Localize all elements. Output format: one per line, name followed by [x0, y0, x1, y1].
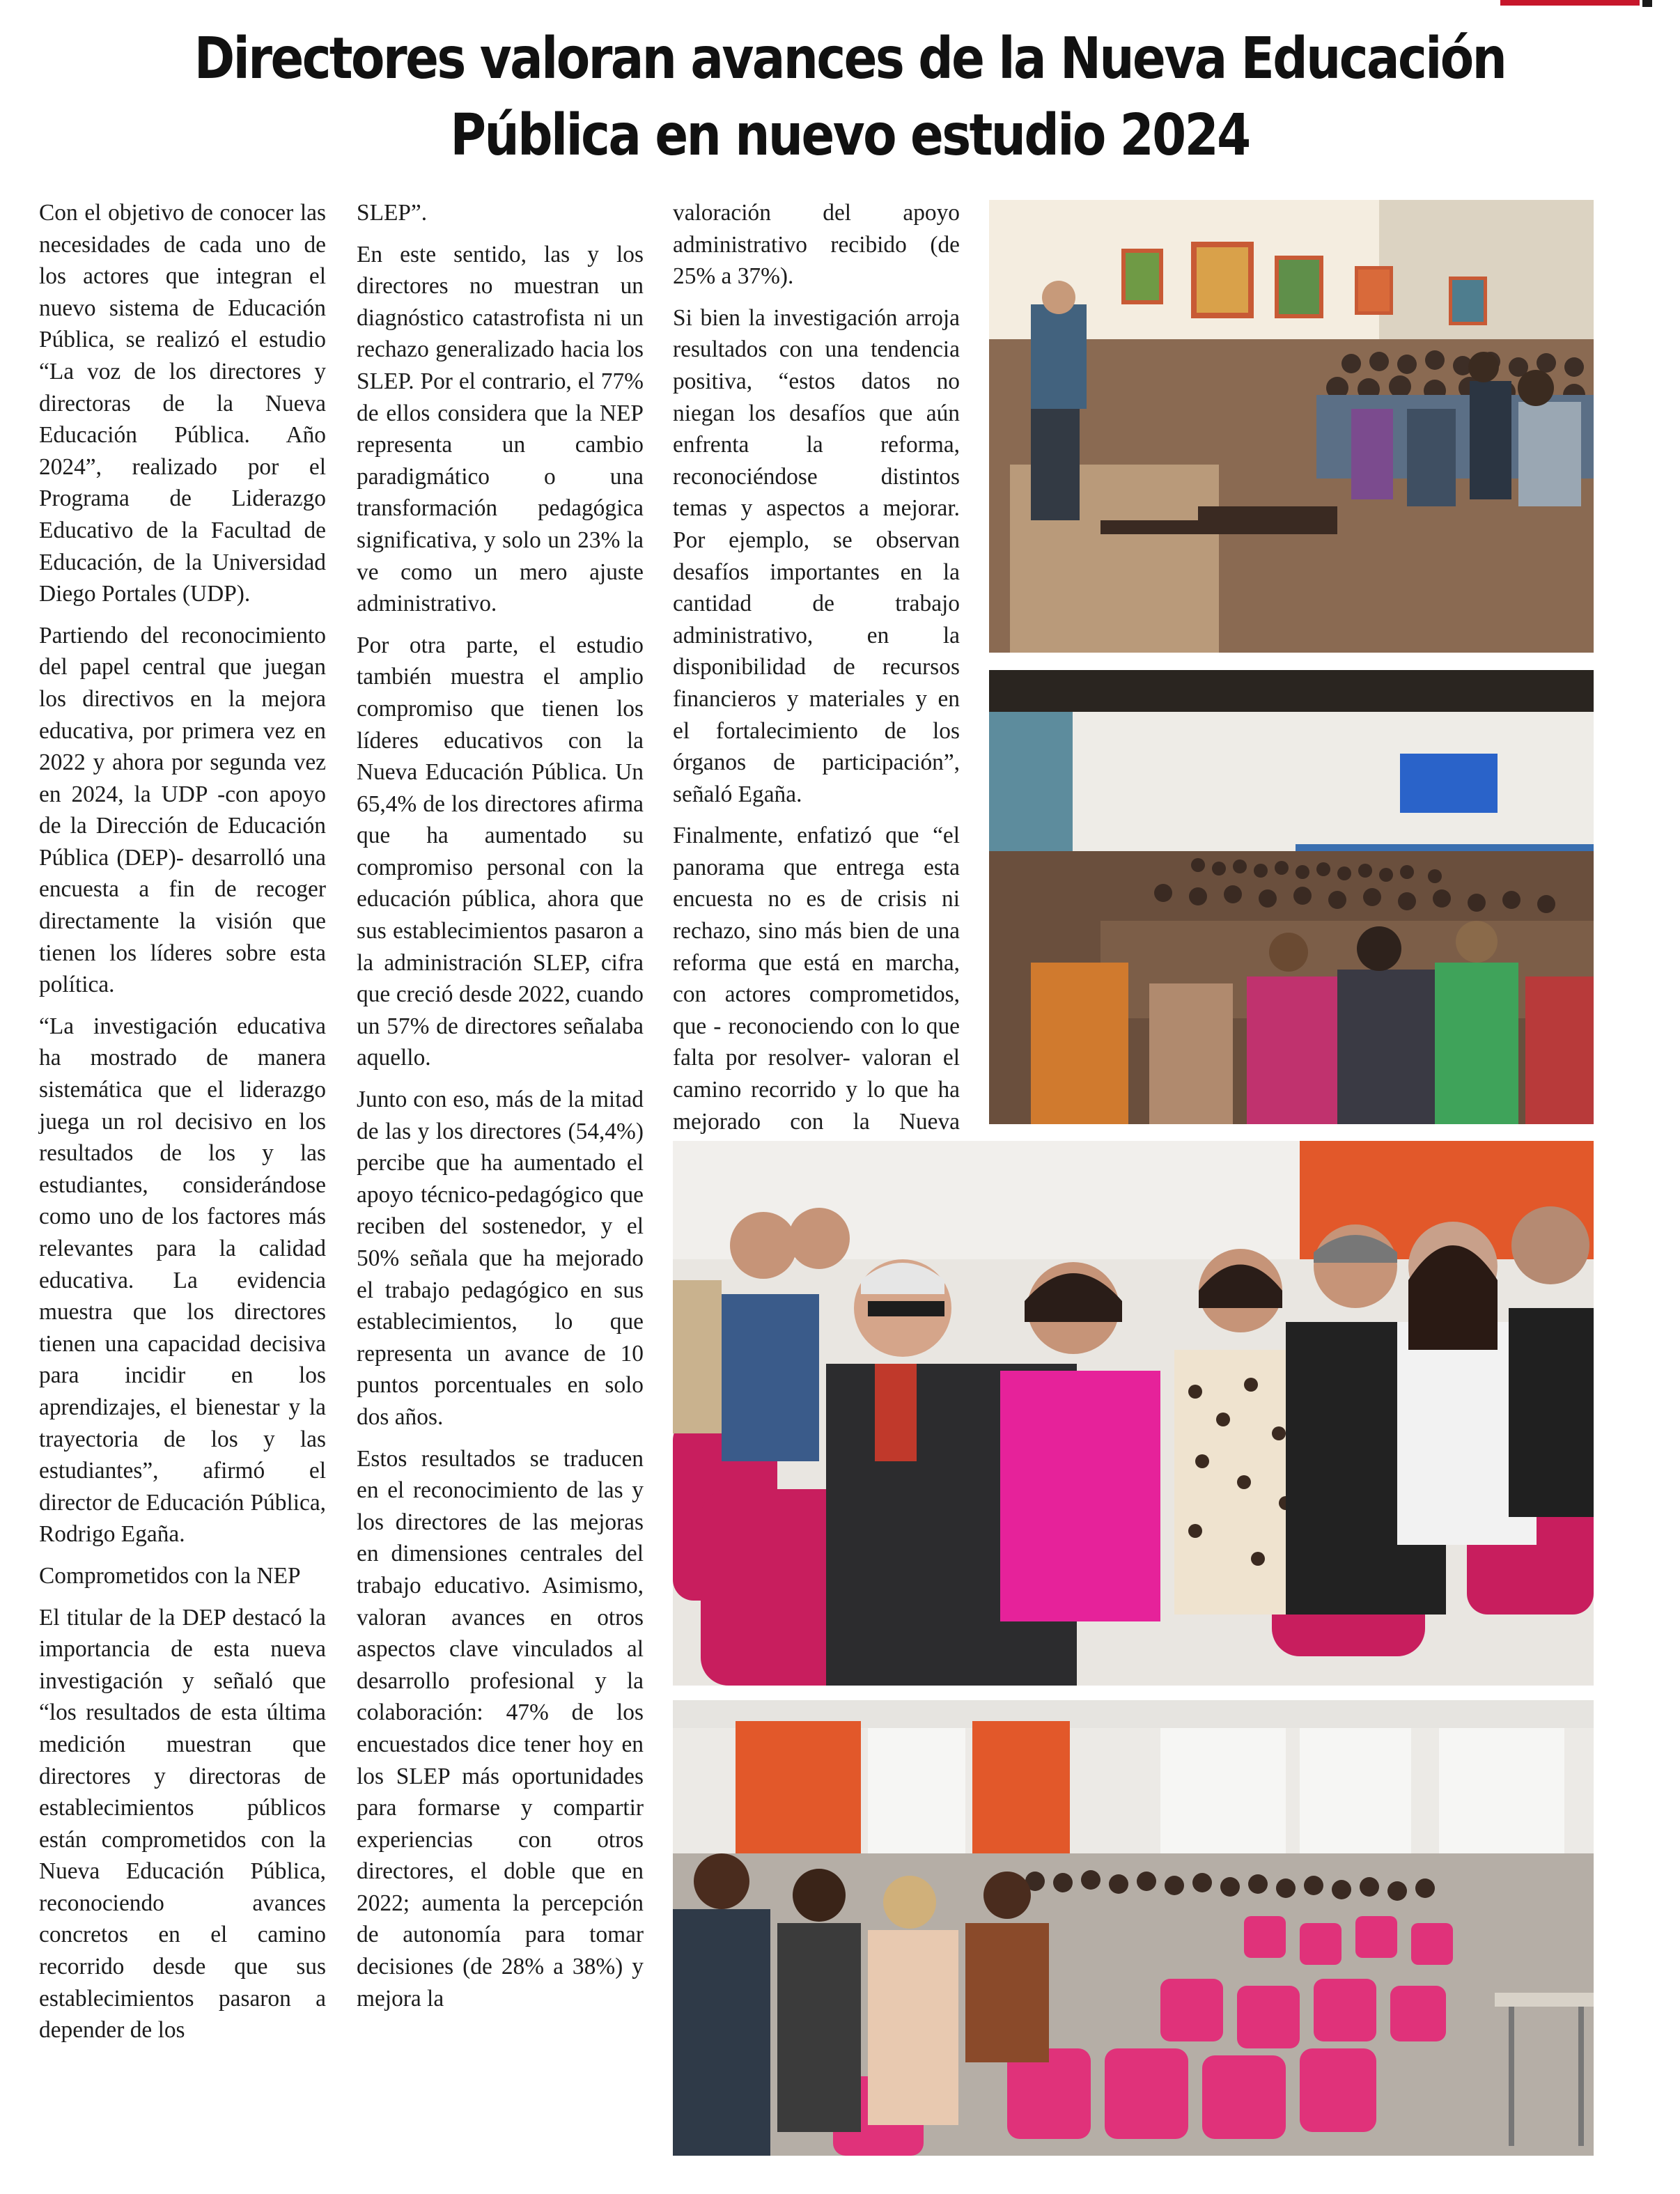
text-column-3 [673, 197, 960, 1179]
photo-seated-directors [673, 1141, 1594, 1686]
paragraph: Si bien la investigación arroja resultados con una tendencia positiva, “estos datos no niegan los desafíos que aún enfrenta la reforma, reconociéndose distintos temas y aspectos a mejorar. Por ejemplo, se observan desafíos importantes en la cantidad de trabajo administrativo, en la disponibilidad de recursos financieros y materiales y en el fortalecimiento de los órganos de participación”, señaló Egaña. [673, 304, 960, 807]
paragraph: “La investigación educativa ha mostrado de manera sistemática que el liderazgo juega un rol decisivo en los resultados de los y las estudiantes, considerándose como uno de los factores más relevantes para la calidad educativa. La evidencia muestra que los directores tienen una capacidad decisiva para incidir en los aprendizajes, el bienestar y la trayectoria de los y las estudiantes”, afirmó el director de Educación Pública, Rodrigo Egaña. [39, 1013, 326, 1548]
paragraph: valoración del apoyo administrativo recibido (de 25% a 37%). [673, 200, 960, 290]
headline [191, 21, 1509, 174]
photo-room-pink-chairs [673, 1700, 1594, 2156]
headline-line-1: Directores valoran avances de la Nueva Educación [194, 26, 1506, 92]
text-column-2 [357, 197, 644, 2024]
text-column-1 [39, 197, 326, 2056]
paragraph: Partiendo del reconocimiento del papel central que juegan los directivos en la mejora educativa, por primera vez en 2022 y ahora por segunda vez en 2024, la UDP -con apoyo de la Dirección de Educación Pública (DEP)- desarrolló una encuesta a fin de recoger directamente la visión que tienen los líderes sobre esta política. [39, 622, 326, 998]
photo-auditorium-screen [989, 670, 1594, 1124]
page-marker-box [1642, 0, 1652, 7]
page-marker-bar [1500, 0, 1640, 6]
photo-speaker-audience [989, 200, 1594, 653]
paragraph: Estos resultados se traducen en el reconocimiento de las y los directores de las mejoras en dimensiones centrales del trabajo educativo. Asimismo, valoran avances en otros aspectos clave vinculados al desarrollo profesional y la colaboración: 47% de los encuestados dice tener hoy en los SLEP más oportunidades para formarse y compartir experiencias con otros directores, el doble que en 2022; aumenta la percepción de autonomía para tomar decisiones (de 28% a 38%) y mejora la [357, 1445, 644, 2012]
paragraph: Finalmente, enfatizó que “el panorama que entrega esta encuesta no es de crisis ni rechazo, sino más bien de una reforma que está en marcha, con actores comprometidos, que - reconociendo con lo que falta por resolver- valoran el camino recorrido y lo que ha mejorado con la Nueva [673, 823, 960, 1135]
paragraph: Por otra parte, el estudio también muestra el amplio compromiso que tienen los líderes educativos con la Nueva Educación Pública. Un 65,4% de los directores afirma que ha aumentado su compromiso personal con la educación pública, ahora que sus establecimientos pasaron a la administración SLEP, cifra que creció desde 2022, cuando un 57% de directores señalaba aquello. [357, 632, 644, 1071]
headline-line-2: Pública en nuevo estudio 2024 [450, 102, 1250, 169]
paragraph: El titular de la DEP destacó la importancia de esta nueva investigación y señaló que “los resultados de esta última medición muestran que directores y directoras de establecimientos públicos están comprometidos con la Nueva Educación Pública, reconociendo avances concretos en el camino recorrido desde que sus establecimientos pasaron a depender de los [39, 1604, 326, 2044]
paragraph: SLEP”. [357, 200, 428, 226]
paragraph: Con el objetivo de conocer las necesidades de cada uno de los actores que integran el nuevo sistema de Educación Pública, se realizó el estudio “La voz de los directores y directoras de la Nueva Educación Pública. Año 2024”, realizado por el Programa de Liderazgo Educativo de la Facultad de Educación, de la Universidad Diego Portales (UDP). [39, 200, 326, 607]
paragraph: Junto con eso, más de la mitad de las y los directores (54,4%) percibe que ha aumentado el apoyo técnico-pedagógico que reciben del sostenedor, y el 50% señala que ha mejorado el trabajo pedagógico en sus establecimientos, lo que representa un avance de 10 puntos porcentuales en solo dos años. [357, 1087, 644, 1430]
subheading: Comprometidos con la NEP [39, 1562, 301, 1589]
paragraph: En este sentido, las y los directores no muestran un diagnóstico catastrofista ni un rechazo generalizado hacia los SLEP. Por el contrario, el 77% de ellos considera que la NEP representa un cambio paradigmático o una transformación pedagógica significativa, y solo un 23% la ve como un mero ajuste administrativo. [357, 241, 644, 617]
